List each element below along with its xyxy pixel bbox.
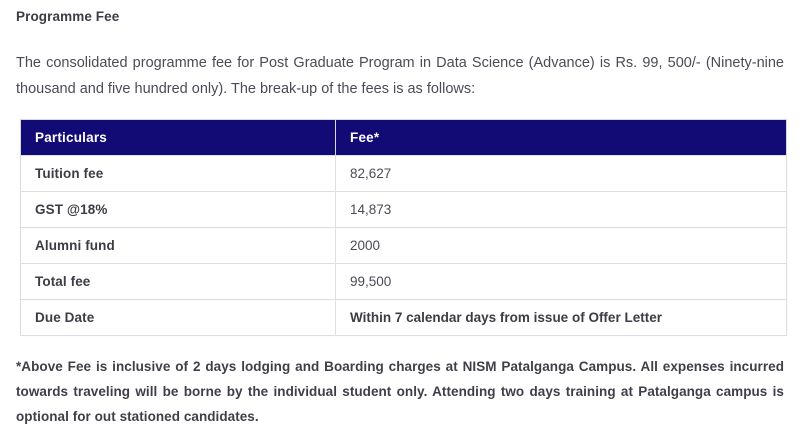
table-row: [21, 264, 787, 300]
column-header-particulars: Particulars: [21, 120, 336, 156]
row-value-gst: 14,873: [336, 192, 787, 228]
row-label-due-date: Due Date: [21, 300, 336, 336]
row-label-gst: GST @18%: [21, 192, 336, 228]
row-value-total-fee: 99,500: [336, 264, 787, 300]
row-value-alumni-fund: 2000: [336, 228, 787, 264]
row-value-due-date: Within 7 calendar days from issue of Offer Letter: [336, 300, 787, 336]
fee-table-body: [21, 156, 787, 336]
table-row: [21, 192, 787, 228]
fee-breakup-table: [20, 119, 787, 336]
fee-table-container: [20, 119, 786, 336]
column-header-fee: Fee*: [336, 120, 787, 156]
fee-footnote: *Above Fee is inclusive of 2 days lodging and Boarding charges at NISM Patalganga Campus. All expenses incurred towards traveling will be borne by the individual student only. Attending two days training at Patalganga campus is optional for out stationed candidates.: [16, 359, 784, 424]
row-label-total-fee: Total fee: [21, 264, 336, 300]
row-value-tuition-fee: 82,627: [336, 156, 787, 192]
fee-table-header: [21, 120, 787, 156]
page-title: Programme Fee: [16, 9, 120, 24]
table-row: [21, 156, 787, 192]
row-label-tuition-fee: Tuition fee: [21, 156, 336, 192]
row-label-alumni-fund: Alumni fund: [21, 228, 336, 264]
intro-paragraph: The consolidated programme fee for Post Graduate Program in Data Science (Advance) is Rs. 99, 500/- (Ninety-nine thousand and five hundred only). The break-up of the fees is as follows:: [16, 55, 784, 97]
table-row: [21, 228, 787, 264]
table-header-row: [21, 120, 787, 156]
table-row: [21, 300, 787, 336]
